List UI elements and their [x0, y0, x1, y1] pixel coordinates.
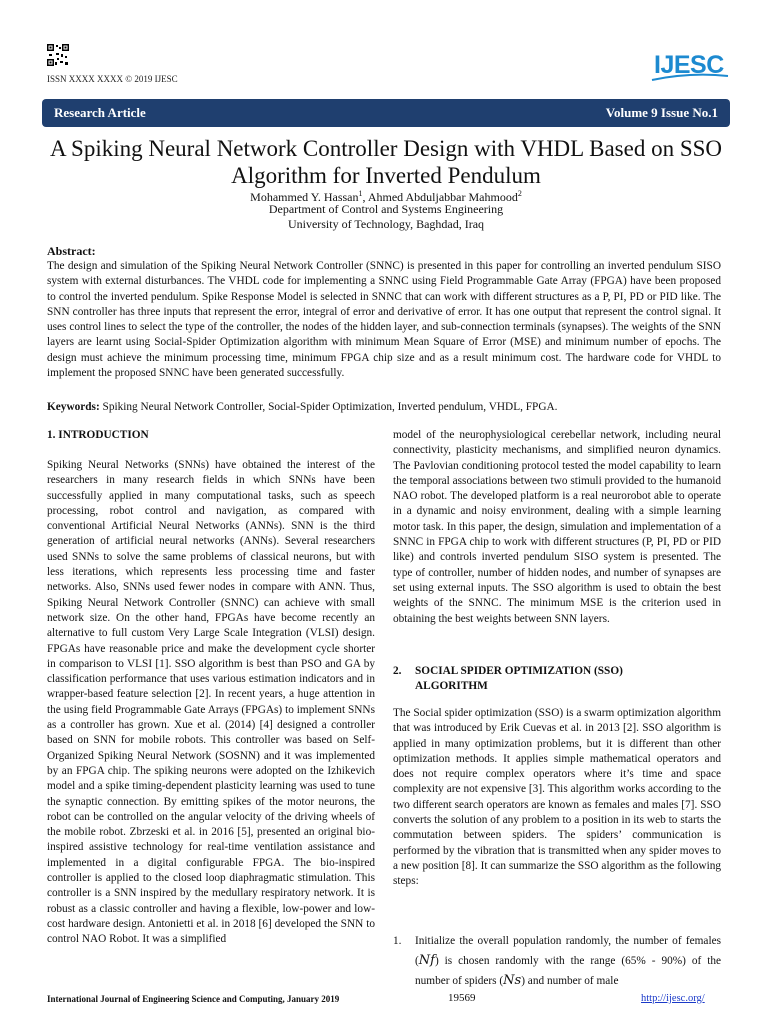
- page-number: 19569: [448, 992, 476, 1004]
- ns-symbol: Ns: [503, 973, 522, 988]
- keywords: [47, 400, 721, 415]
- intro-heading: [47, 428, 375, 443]
- paper-title: A Spiking Neural Network Controller Design with VHDL Based on SSO Algorithm for Inverted Pendulum: [49, 136, 723, 188]
- author-2: Ahmed Abduljabbar Mahmood: [367, 190, 518, 204]
- right-column-text: model of the neurophysiological cerebellar network, including neural connectivity, plasticity mechanisms, and simplified neuron dynamics. The Pavlovian conditioning protocol tested the model capability to learn the temporal associations between two stimuli provided to the humanoid NAO robot. The developed platform is a real neurorobot able to operate in a dynamic and noisy environment, dealing with a simple learning motor task. In this paper, the design, simulation and implementation of a SNNC in FPGA chip to work with different structures (P, PI, PD or PID like) and controls inverted pendulum SISO system is presented. The type of controller, number of hidden nodes, and number of synapses are set using external inputs. The SSO algorithm is used to obtain the best weights of the SNNC. The minimum MSE is the criterion used in obtaining the best weights between SNN layers.: [393, 429, 721, 625]
- footer-journal: International Journal of Engineering Science and Computing, January 2019: [47, 994, 340, 1004]
- author-2-affiliation: 2: [517, 189, 522, 198]
- abstract-heading: Abstract:: [47, 244, 96, 258]
- step-text-b: ) is chosen randomly with the range (65% - 90%) of the number of spiders (: [415, 955, 721, 987]
- section-2-title-line2: ALGORITHM: [415, 680, 488, 692]
- author-separator: ,: [362, 190, 368, 204]
- issn-line: ISSN XXXX XXXX © 2019 IJESC: [47, 74, 178, 84]
- list-item: [393, 931, 721, 991]
- keywords-text: Spiking Neural Network Controller, Social-Spider Optimization, Inverted pendulum, VHDL, FPGA.: [99, 401, 558, 413]
- university: University of Technology, Baghdad, Iraq: [287, 217, 485, 231]
- section-2-heading: [393, 664, 721, 694]
- logo-text: IJESC: [654, 51, 724, 79]
- volume-issue: Volume 9 Issue No.1: [605, 105, 718, 120]
- author-1: Mohammed Y. Hassan: [250, 190, 359, 204]
- sso-text: The Social spider optimization (SSO) is a swarm optimization algorithm that was introduced by Erik Cuevas et al. in 2013 [2]. SSO algorithm is applied in many optimization problems, but it is different than other optimization methods. It applies simple mathematical operators and does not require complex operators where it’s time and space complexity are not expensive [3]. This algorithm works according to the two different search operators are known as females and males [7]. SSO converts the solution of any problem to a position in its web to starts the commutation between spiders. The spiders’ communication is performed by the vibration that is transmitted when any spider moves to a new position [8]. It can summarize the SSO algorithm as the following steps:: [393, 707, 721, 888]
- keywords-label: Keywords:: [47, 401, 100, 413]
- article-type: Research Article: [54, 105, 146, 120]
- step-text-a: Initialize the overall population randomly, the number of females (: [415, 935, 721, 967]
- qr-code-icon: [47, 44, 69, 66]
- article-banner: [42, 99, 730, 127]
- footer-url-link[interactable]: http://ijesc.org/: [641, 993, 705, 1004]
- section-2-title-line1: SOCIAL SPIDER OPTIMIZATION (SSO): [415, 665, 623, 677]
- nf-symbol: Nf: [418, 953, 435, 968]
- abstract-text: The design and simulation of the Spiking Neural Network Controller (SNNC) is presented in this paper for controlling an inverted pendulum SISO system with external disturbances. The VHDL code for implementing a SNNC using Field Programmable Gate Array (FPGA) have been proposed to control the inverted pendulum. Spike Response Model is selected in SNNC that can work with different structures as a P, PI, PD or PID like. The SNN controller has three inputs that represent the error, integral of error and derivative of error. It has one output that represent the control signal. It uses control lines to select the type of the controller, the nodes of the hidden layer, and sub-connection terminals (synapses). The weights of the SNN layers are learnt using Social-Spider Optimization algorithm with minimum Mean Square of Error (MSE) and minimum number of epochs. The design must achieve the minimum processing time, minimum FPGA chip size and as a result minimum cost. The hardware code for VHDL to implement the proposed SNNC have been generated successfully.: [47, 260, 721, 380]
- section-2-number: 2.: [393, 665, 402, 677]
- logo-swoosh-icon: [650, 70, 730, 84]
- section-1-heading: 1. INTRODUCTION: [47, 429, 149, 441]
- intro-text: Spiking Neural Networks (SNNs) have obtained the interest of the researchers in many research fields in which SNNs have been successfully applied in many computational tasks, such as speech processing, robot control and navigation, as compared with conventional Artificial Neural Networks (ANNs). SNN is the third generation of artificial neural networks (ANNs). Several researchers used SNNs to solve the same problems of classical neurons, but with less iterations, which represents less processing time and faster networks. Also, SNNs used fewer nodes in compare with ANN. Thus, Spiking Neural Network Controller (SNNC) can achieve with small network size. On the other hand, FPGAs have become recently an alternative to full custom Very Large Scale Integration (VLSI) design. FPGAs have reasonable price and make the development cycle shorter in comparison to VLSI [1]. SSO algorithm is best than PSO and GA by classification performance that uses various estimation indicators and in wrapper-based feature selection [2]. In recent years, a huge attention in the using field Programmable Gate Arrays (FPGAs) to implement SNNs as a controller has grown. Xue et al. (2014) [4] designed a controller based on SNN for mobile robots. This controller was based on Self-Organized Spiking Neural Network (SOSNN) and it was implemented by an FPGA chip. The spiking neurons were adopted on the Izhikevich model and a spike timing-dependent plasticity learning was used to tune the synaptic connection. By emitting spikes of the motor neurons, the robot can be controlled on the angular velocity of the driving wheels of the mobile robot. Zbrzeski et al. in 2016 [5], presented an original bio-inspired assistive technology for real-time ventilation assistance and implemented in a digital configurable FPGA. The bio-inspired controller is applied to the closed loop diaphragmatic stimulation. This controller is a SNN inspired by the medullary respiratory network. It is robust as a classic controller and having a flexible, low-power and low-cost hardware design. Antonietti et al. in 2018 [6] developed the SNN to control NAO Robot. It was a simplified: [47, 459, 375, 946]
- journal-logo: [650, 50, 730, 84]
- department: Department of Control and Systems Engineering: [268, 202, 504, 216]
- step-text-c: ) and number of male: [521, 975, 619, 987]
- list-item-number: 1.: [393, 935, 402, 947]
- author-1-affiliation: 1: [358, 189, 363, 198]
